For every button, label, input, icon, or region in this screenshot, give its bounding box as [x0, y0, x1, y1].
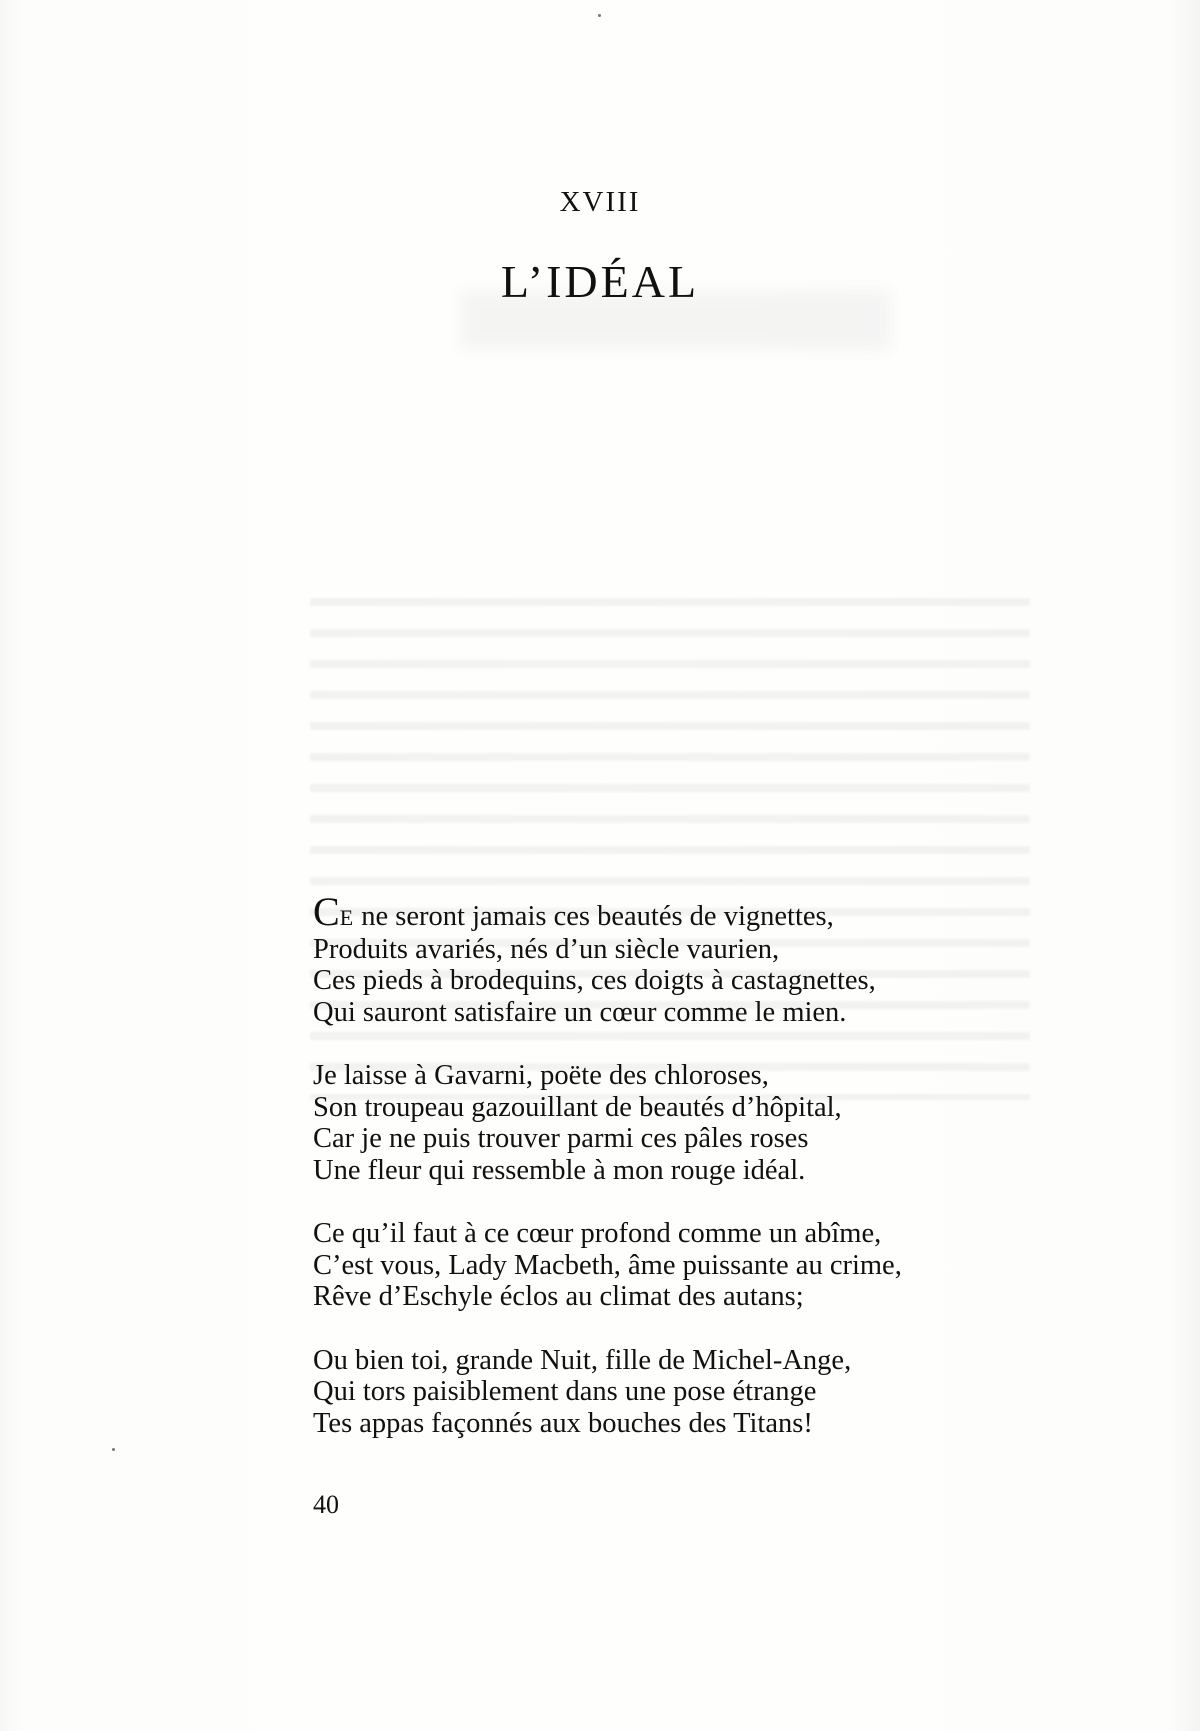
verse-line: Qui tors paisiblement dans une pose étrange: [313, 1376, 817, 1407]
small-caps-letter: E: [339, 905, 355, 930]
verse-line: Ces pieds à brodequins, ces doigts à castagnettes,: [313, 965, 876, 996]
verse-line: Une fleur qui ressemble à mon rouge idéal.: [313, 1154, 806, 1186]
drop-cap: C: [313, 889, 340, 934]
paper-speck: [598, 14, 601, 17]
verse-line: Je laisse à Gavarni, poëte des chloroses,: [313, 1060, 769, 1091]
verse-line: Ce qu’il faut à ce cœur profond comme un abîme,: [313, 1218, 882, 1249]
stanza: [313, 1345, 1073, 1440]
verse-line: Produits avariés, nés d’un siècle vaurien,: [313, 933, 780, 965]
stanza: [313, 1060, 1073, 1186]
verse-line: Qui sauront satisfaire un cœur comme le mien.: [313, 996, 847, 1028]
stanza: [313, 889, 1073, 1028]
page-number: 40: [313, 1490, 339, 1519]
poem-title: L’IDÉAL: [500, 256, 700, 307]
stanza: [313, 1218, 1073, 1313]
paper-speck: [112, 1448, 115, 1451]
chapter-number: XVIII: [559, 186, 641, 218]
poem-body: [313, 889, 1073, 1471]
verse-line: C’est vous, Lady Macbeth, âme puissante au crime,: [313, 1249, 902, 1281]
verse-line: Tes appas façonnés aux bouches des Titans!: [313, 1407, 813, 1439]
verse-line: Son troupeau gazouillant de beautés d’hôpital,: [313, 1091, 842, 1123]
verse-line: Rêve d’Eschyle éclos au climat des autans;: [313, 1281, 804, 1312]
verse-text: ne seront jamais ces beautés de vignettes,: [354, 901, 834, 932]
verse-line: Car je ne puis trouver parmi ces pâles roses: [313, 1123, 809, 1154]
verse-line: [313, 889, 1073, 934]
verse-line: Ou bien toi, grande Nuit, fille de Michel-Ange,: [313, 1344, 852, 1376]
